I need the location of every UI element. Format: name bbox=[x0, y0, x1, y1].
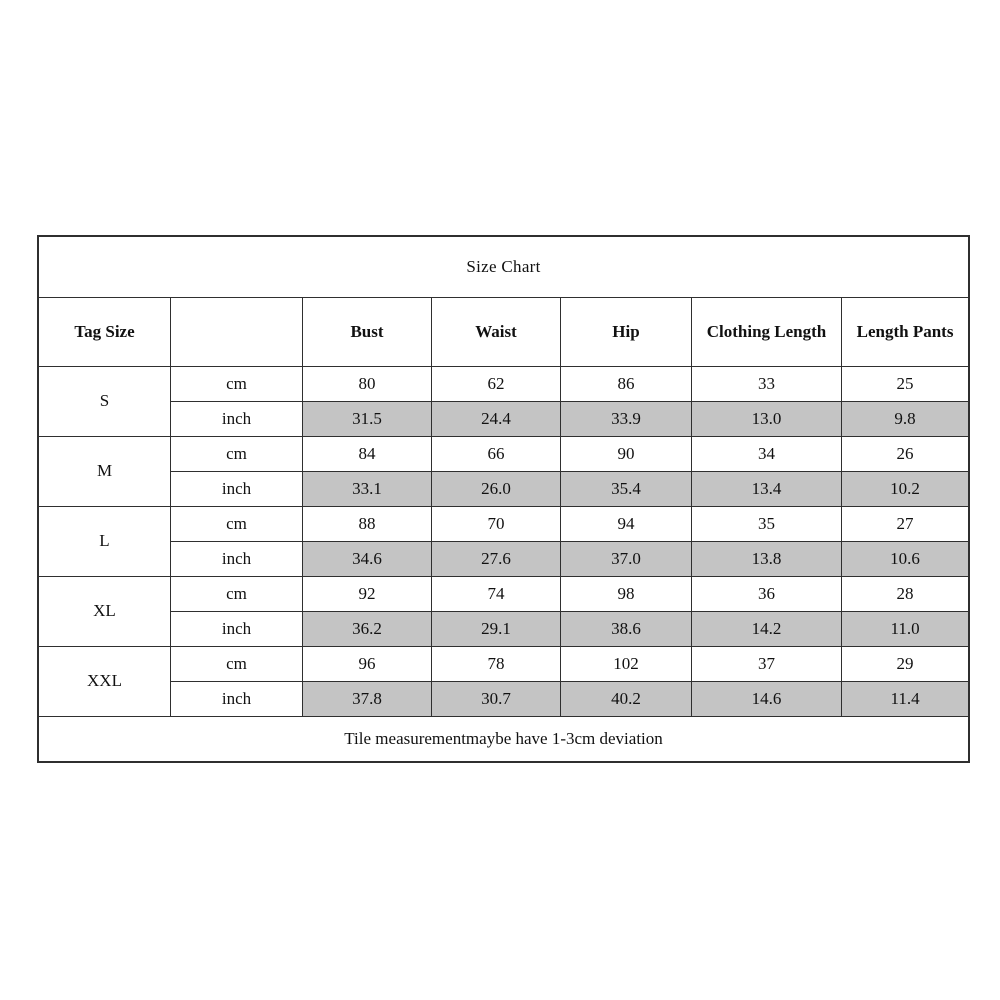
cell-l-cm-hip: 94 bbox=[561, 507, 692, 542]
cell-xxl-cm-waist: 78 bbox=[432, 647, 561, 682]
table-row bbox=[39, 577, 969, 612]
cell-m-cm-waist: 66 bbox=[432, 437, 561, 472]
cell-l-cm-length-pants: 27 bbox=[842, 507, 969, 542]
cell-xl-inch-hip: 38.6 bbox=[561, 612, 692, 647]
size-label-xl: XL bbox=[39, 577, 171, 647]
cell-m-inch-hip: 35.4 bbox=[561, 472, 692, 507]
footnote-row bbox=[39, 717, 969, 762]
table-row bbox=[39, 367, 969, 402]
column-header-row bbox=[39, 298, 969, 367]
column-header-waist: Waist bbox=[432, 298, 561, 367]
table-row bbox=[39, 437, 969, 472]
cell-xl-cm-bust: 92 bbox=[303, 577, 432, 612]
cell-l-cm-clothing-length: 35 bbox=[692, 507, 842, 542]
unit-cell-l-inch: inch bbox=[171, 542, 303, 577]
cell-m-cm-hip: 90 bbox=[561, 437, 692, 472]
unit-cell-xl-inch: inch bbox=[171, 612, 303, 647]
column-header-length-pants: Length Pants bbox=[842, 298, 969, 367]
column-header-bust: Bust bbox=[303, 298, 432, 367]
cell-s-cm-clothing-length: 33 bbox=[692, 367, 842, 402]
cell-s-cm-bust: 80 bbox=[303, 367, 432, 402]
table-row bbox=[39, 542, 969, 577]
cell-s-inch-clothing-length: 13.0 bbox=[692, 402, 842, 437]
table-row bbox=[39, 507, 969, 542]
cell-xxl-cm-clothing-length: 37 bbox=[692, 647, 842, 682]
cell-xxl-inch-bust: 37.8 bbox=[303, 682, 432, 717]
unit-cell-xl-cm: cm bbox=[171, 577, 303, 612]
cell-xxl-inch-length-pants: 11.4 bbox=[842, 682, 969, 717]
column-header-unit bbox=[171, 298, 303, 367]
cell-xxl-inch-waist: 30.7 bbox=[432, 682, 561, 717]
unit-cell-l-cm: cm bbox=[171, 507, 303, 542]
size-chart-table bbox=[38, 236, 969, 762]
cell-s-inch-length-pants: 9.8 bbox=[842, 402, 969, 437]
cell-l-inch-hip: 37.0 bbox=[561, 542, 692, 577]
cell-s-cm-length-pants: 25 bbox=[842, 367, 969, 402]
chart-title: Size Chart bbox=[39, 237, 969, 298]
cell-xxl-inch-hip: 40.2 bbox=[561, 682, 692, 717]
cell-m-cm-bust: 84 bbox=[303, 437, 432, 472]
cell-xl-inch-bust: 36.2 bbox=[303, 612, 432, 647]
table-row bbox=[39, 647, 969, 682]
size-label-xxl: XXL bbox=[39, 647, 171, 717]
cell-m-inch-length-pants: 10.2 bbox=[842, 472, 969, 507]
cell-xl-cm-hip: 98 bbox=[561, 577, 692, 612]
cell-xl-cm-waist: 74 bbox=[432, 577, 561, 612]
cell-xxl-cm-length-pants: 29 bbox=[842, 647, 969, 682]
table-row bbox=[39, 682, 969, 717]
cell-xl-inch-waist: 29.1 bbox=[432, 612, 561, 647]
cell-s-inch-waist: 24.4 bbox=[432, 402, 561, 437]
cell-xxl-cm-hip: 102 bbox=[561, 647, 692, 682]
cell-l-inch-length-pants: 10.6 bbox=[842, 542, 969, 577]
unit-cell-m-inch: inch bbox=[171, 472, 303, 507]
cell-m-inch-bust: 33.1 bbox=[303, 472, 432, 507]
cell-xl-cm-length-pants: 28 bbox=[842, 577, 969, 612]
cell-m-inch-waist: 26.0 bbox=[432, 472, 561, 507]
unit-cell-xxl-inch: inch bbox=[171, 682, 303, 717]
chart-title-row bbox=[39, 237, 969, 298]
cell-s-cm-waist: 62 bbox=[432, 367, 561, 402]
cell-l-inch-waist: 27.6 bbox=[432, 542, 561, 577]
column-header-hip: Hip bbox=[561, 298, 692, 367]
cell-m-cm-length-pants: 26 bbox=[842, 437, 969, 472]
cell-l-cm-waist: 70 bbox=[432, 507, 561, 542]
column-header-clothing-length: Clothing Length bbox=[692, 298, 842, 367]
cell-xxl-inch-clothing-length: 14.6 bbox=[692, 682, 842, 717]
size-label-l: L bbox=[39, 507, 171, 577]
unit-cell-s-inch: inch bbox=[171, 402, 303, 437]
cell-l-cm-bust: 88 bbox=[303, 507, 432, 542]
column-header-tag-size: Tag Size bbox=[39, 298, 171, 367]
cell-xl-cm-clothing-length: 36 bbox=[692, 577, 842, 612]
cell-xxl-cm-bust: 96 bbox=[303, 647, 432, 682]
size-label-s: S bbox=[39, 367, 171, 437]
cell-xl-inch-clothing-length: 14.2 bbox=[692, 612, 842, 647]
table-row bbox=[39, 402, 969, 437]
size-label-m: M bbox=[39, 437, 171, 507]
measurement-deviation-note: Tile measurementmaybe have 1-3cm deviation bbox=[39, 717, 969, 762]
cell-m-cm-clothing-length: 34 bbox=[692, 437, 842, 472]
cell-s-inch-hip: 33.9 bbox=[561, 402, 692, 437]
unit-cell-s-cm: cm bbox=[171, 367, 303, 402]
unit-cell-m-cm: cm bbox=[171, 437, 303, 472]
cell-xl-inch-length-pants: 11.0 bbox=[842, 612, 969, 647]
cell-l-inch-clothing-length: 13.8 bbox=[692, 542, 842, 577]
table-row bbox=[39, 612, 969, 647]
cell-m-inch-clothing-length: 13.4 bbox=[692, 472, 842, 507]
table-row bbox=[39, 472, 969, 507]
cell-s-cm-hip: 86 bbox=[561, 367, 692, 402]
unit-cell-xxl-cm: cm bbox=[171, 647, 303, 682]
size-chart-container bbox=[38, 236, 968, 753]
cell-l-inch-bust: 34.6 bbox=[303, 542, 432, 577]
cell-s-inch-bust: 31.5 bbox=[303, 402, 432, 437]
